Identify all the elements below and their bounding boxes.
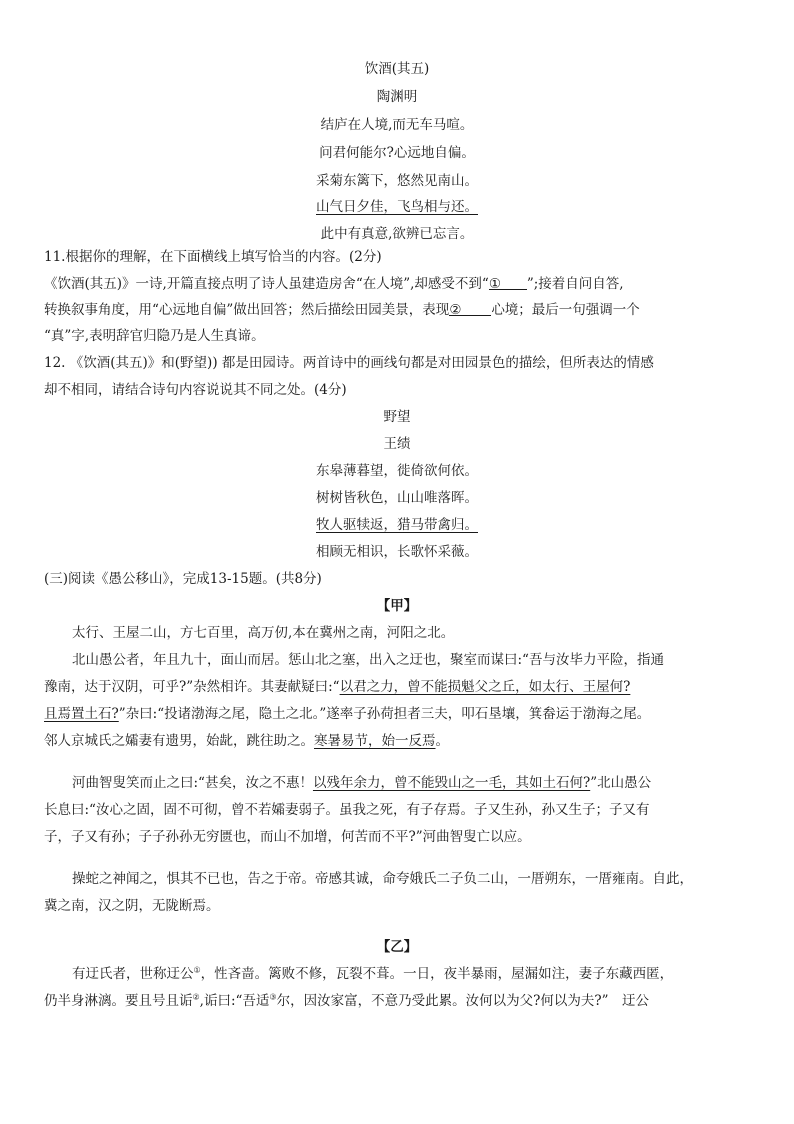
- jia-underlined-3: 寒暑易节，始一反焉: [314, 733, 436, 749]
- poem1-title: 饮酒(其五): [364, 61, 430, 77]
- poem1-line-4: [0, 197, 794, 217]
- q11-blank-2[interactable]: [449, 300, 491, 316]
- jia-p2-line-4: [44, 731, 449, 751]
- jia-p3-text-b: ”北山愚公: [590, 775, 652, 791]
- poem1-underlined-line: 山气日夕佳，飞鸟相与还。: [316, 199, 478, 215]
- jia-underlined-1: 以君之力，曾不能损魁父之丘，如太行、王屋何?: [339, 679, 631, 695]
- poem1-line-3: 采菊东篱下，悠然见南山。: [316, 173, 478, 189]
- yi-text-e: 尔，因汝家富，不意乃受此累。汝何以为父?何以为夫?” 迂公: [276, 993, 649, 1009]
- yi-text-d: ,诟曰:“吾适: [199, 993, 270, 1009]
- poem2-author: 王绩: [383, 436, 411, 452]
- jia-p1: 太行、王屋二山，方七百里，高万仞,本在冀州之南，河阳之北。: [72, 625, 455, 641]
- jia-underlined-4: 以残年余力，曾不能毁山之一毛，其如土石何?: [312, 775, 591, 791]
- yi-line-1: [72, 964, 673, 984]
- poem1-line-5: 此中有真意,欲辨已忘言。: [320, 226, 474, 242]
- jia-p2-line-3: [44, 704, 650, 724]
- q11-line-2: [44, 300, 640, 320]
- poem2-line-1: 东皋薄暮望，徙倚欲何依。: [316, 463, 478, 479]
- yi-footnote-1: ①: [193, 965, 201, 975]
- poem2-line-2: 树树皆秋色，山山唯落晖。: [316, 490, 478, 506]
- poem1-author: 陶渊明: [376, 89, 418, 105]
- q11-text-a: 《饮酒(其五)》一诗,开篇直接点明了诗人虽建造房舍“在人境”,却感受不到“: [44, 276, 489, 292]
- jia-p2-text-a: 豫南，达于汉阴，可乎?”杂然相许。其妻献疑曰:“: [44, 679, 340, 695]
- yi-footnote-3: ③: [269, 992, 277, 1002]
- jia-marker: 【甲】: [376, 598, 418, 614]
- poem1-line-2: 问君何能尔?心远地自偏。: [319, 145, 475, 161]
- yi-footnote-2: ②: [192, 992, 200, 1002]
- q11-text-b: ”;接着自问自答,: [526, 276, 624, 292]
- q12-line-1: 12. 《饮酒(其五)》和(野望)) 都是田园诗。两首诗中的画线句都是对田园景色的描绘，但所表达的情感: [44, 355, 654, 371]
- poem1-line-1: 结庐在人境,而无车马喧。: [320, 117, 474, 133]
- jia-p3-line-3: 子，子又有孙；子子孙孙无穷匮也，而山不加增，何苦而不平?”河曲智叟亡以应。: [44, 829, 531, 845]
- q11-line-3: “真”字,表明辞官归隐乃是人生真谛。: [44, 328, 265, 344]
- jia-p3-text-a: 河曲智叟笑而止之曰:“甚矣，汝之不惠！: [72, 775, 313, 791]
- jia-p2-text-b: ”杂曰:“投诸渤海之尾，隐土之北。”遂率子孙荷担者三夫，叩石垦壤，箕畚运于渤海之尾。: [118, 706, 651, 722]
- poem2-line-4: 相顾无相识，长歌怀采薇。: [316, 544, 478, 560]
- q11-blank-1[interactable]: [489, 274, 527, 290]
- jia-p4-line-2: 冀之南，汉之阴，无陇断焉。: [44, 898, 220, 914]
- jia-p2-text-d: 。: [435, 733, 449, 749]
- yi-line-2: [44, 991, 649, 1011]
- jia-p3-line-1: [72, 773, 651, 793]
- q11-text-d: 心境；最后一句强调一个: [491, 302, 640, 318]
- jia-p3-line-2: 长息曰:“汝心之固，固不可彻，曾不若孀妻弱子。虽我之死，有子存焉。子又生孙，孙又生子；子又有: [44, 802, 650, 818]
- yi-text-c: 仍半身淋漓。要且号且诟: [44, 993, 193, 1009]
- jia-p2-line-2: [44, 677, 630, 697]
- jia-p2-text-c: 邻人京城氏之孀妻有遗男，始龀，跳往助之。: [44, 733, 314, 749]
- q12-line-2: 却不相同，请结合诗句内容说说其不同之处。(4分): [44, 382, 347, 398]
- q11-blank-1-label: ①: [488, 276, 501, 292]
- yi-marker: 【乙】: [376, 939, 418, 955]
- q11-text-c: 转换叙事角度，用“心远地自偏”做出回答；然后描绘田园美景，表现: [44, 302, 450, 318]
- q11-stem: 11.根据你的理解，在下面横线上填写恰当的内容。(2分): [44, 249, 382, 265]
- poem2-title: 野望: [383, 409, 411, 425]
- poem2-line-3: [0, 515, 794, 535]
- yi-text-a: 有迂氏者，世称迂公: [72, 966, 194, 982]
- section3-heading: (三)阅读《愚公移山》，完成13-15题。(共8分): [44, 571, 322, 587]
- jia-p4-line-1: 操蛇之神闻之，惧其不已也，告之于帝。帝感其诚，命夸娥氏二子负二山，一厝朔东，一厝雍南。自此，: [72, 871, 693, 887]
- jia-p2-line-1: 北山愚公者，年且九十，面山而居。惩山北之塞，出入之迂也，聚室而谋曰:“吾与汝毕力平险，指通: [72, 652, 664, 668]
- yi-text-b: ，性吝啬。篱败不修，瓦裂不葺。一日，夜半暴雨，屋漏如注，妻子东藏西匿，: [200, 966, 674, 982]
- q11-blank-2-label: ②: [449, 302, 462, 318]
- q11-line-1: [44, 274, 624, 294]
- poem2-underlined-line: 牧人驱犊返，猎马带禽归。: [316, 517, 478, 533]
- jia-underlined-2: 且焉置土石?: [44, 706, 119, 722]
